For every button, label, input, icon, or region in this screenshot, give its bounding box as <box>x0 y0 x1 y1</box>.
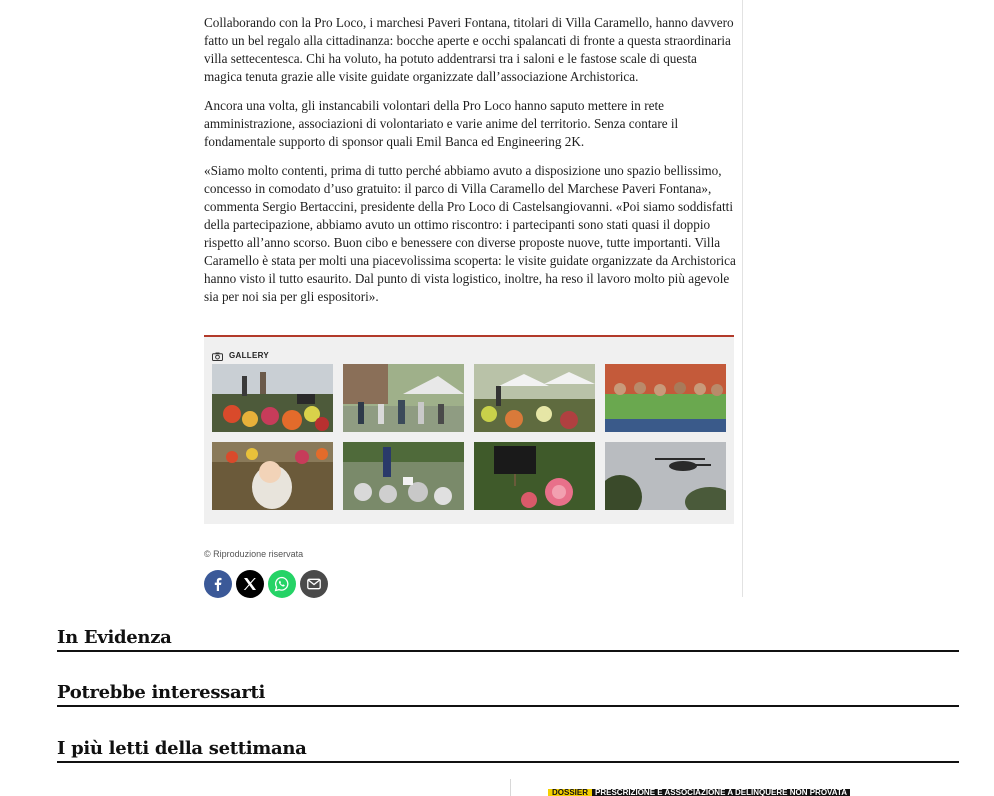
gallery-thumb-2[interactable] <box>343 364 464 432</box>
gallery-thumb-7[interactable] <box>474 442 595 510</box>
dossier-headline: PRESCRIZIONE E ASSOCIAZIONE A DELINQUERE NON PROVATA <box>592 789 850 796</box>
section-title-piu-letti: I più letti della settimana <box>57 738 959 763</box>
gallery-thumb-4[interactable] <box>605 364 726 432</box>
bottom-column-divider <box>510 779 511 796</box>
gallery-thumb-1[interactable] <box>212 364 333 432</box>
share-email-button[interactable] <box>300 570 328 598</box>
dossier-headline-link[interactable] <box>548 789 850 796</box>
gallery-thumb-3[interactable] <box>474 364 595 432</box>
envelope-icon <box>307 578 321 590</box>
camera-icon <box>212 346 223 365</box>
gallery-header <box>212 346 269 365</box>
article-paragraph-2: Ancora una volta, gli instancabili volontari della Pro Loco hanno saputo mettere in rete amministrazione, associazioni di volontariato e varie anime del territorio. Senza contare il fondamentale supporto di sponsor quali Emil Banca ed Engineering 2K. <box>204 98 679 149</box>
whatsapp-icon <box>274 576 290 592</box>
photo-gallery <box>204 335 734 524</box>
article-column-divider <box>742 0 743 597</box>
share-x-button[interactable] <box>236 570 264 598</box>
article-paragraph-1: Collaborando con la Pro Loco, i marchesi Paveri Fontana, titolari di Villa Caramello, hanno davvero fatto un bel regalo alla cittadinanza: bocche aperte e occhi spalancati di fronte a questa straordinaria villa settecentesca. Chi ha voluto, ha potuto addentrarsi tra i saloni e le fastose scale di questa magica tenuta grazie alle visite guidate organizzate dall’associazione Archistorica. <box>204 15 734 84</box>
gallery-title: GALLERY <box>229 351 270 360</box>
section-title-potrebbe-interessarti: Potrebbe interessarti <box>57 682 959 707</box>
copyright-notice: © Riproduzione riservata <box>204 549 304 559</box>
x-icon <box>243 577 257 591</box>
article-paragraph-3: «Siamo molto contenti, prima di tutto perché abbiamo avuto a disposizione uno spazio bellissimo, concesso in comodato d’uso gratuito: il parco di Villa Caramello del Marchese Paveri Fontana», commenta Sergio Bertaccini, presidente della Pro Loco di Castelsangiovanni. «Poi siamo soddisfatti della partecipazione, abbiamo avuto un ottimo riscontro: i partecipanti sono stati quasi il doppio rispetto all’anno scorso. Buon cibo e benessere con diverse proposte nuove, tutte importanti. Villa Caramello è stata per molti una piacevolissima scoperta: le visite guidate organizzate da Archistorica hanno visto il tutto esaurito. Dal punto di vista logistico, inoltre, ha reso il lavoro molto più agevole sia per noi sia per gli espositori». <box>204 163 736 304</box>
gallery-thumb-8[interactable] <box>605 442 726 510</box>
share-whatsapp-button[interactable] <box>268 570 296 598</box>
share-facebook-button[interactable] <box>204 570 232 598</box>
dossier-tag: DOSSIER <box>548 789 592 796</box>
section-title-in-evidenza: In Evidenza <box>57 627 959 652</box>
facebook-icon <box>211 577 225 591</box>
gallery-thumb-6[interactable] <box>343 442 464 510</box>
article-body <box>204 14 736 317</box>
gallery-thumb-5[interactable] <box>212 442 333 510</box>
